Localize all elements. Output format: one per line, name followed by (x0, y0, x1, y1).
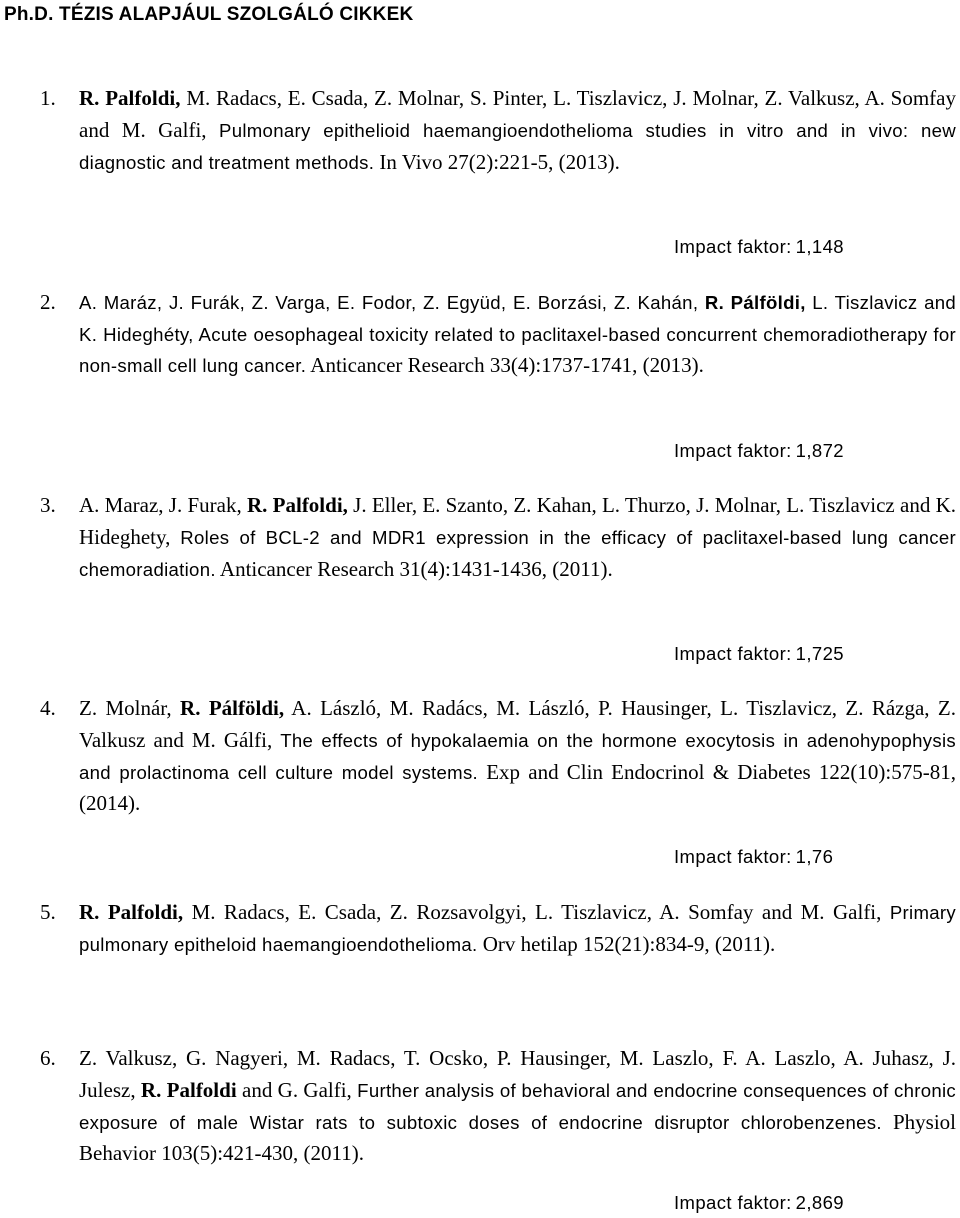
reference-item (40, 693, 956, 820)
highlighted-author: R. Palfoldi (140, 1077, 237, 1102)
authors: M. Radacs, E. Csada, Z. Rozsavolgyi, L. Tiszlavicz, A. Somfay and M. Galfi, (183, 900, 890, 924)
impact-value: 2,869 (795, 1192, 844, 1213)
reference-item (40, 897, 956, 961)
impact-value: 1,148 (795, 236, 844, 257)
authors: and G. Galfi, (236, 1077, 358, 1102)
authors: Z. Molnár, (79, 696, 181, 720)
authors: Z. Valkusz, G. Nagyeri, M. Radacs, T. Ocsko, P. Hausinger, M. Laszlo, F. A. Laszlo, A. Juhasz, J. Julesz, (79, 1046, 956, 1102)
journal: Exp and Clin Endocrinol & Diabetes 122(10):575-81, (2014). (79, 759, 956, 816)
reference-text (79, 693, 956, 820)
impact-label: Impact faktor: (674, 1192, 792, 1213)
impact-factor (674, 236, 844, 258)
authors: M. Radacs, E. Csada, Z. Molnar, S. Pinter, L. Tiszlavicz, J. Molnar, Z. Valkusz, A. Somfay and M. Galfi, (79, 86, 956, 142)
reference-number: 3. (40, 493, 56, 517)
article-title: Roles of BCL-2 and MDR1 expression in the efficacy of paclitaxel-based lung cancer chemoradiation. (79, 526, 956, 580)
reference-item (40, 1043, 956, 1170)
impact-factor (674, 440, 844, 462)
authors: A. Maráz, J. Furák, Z. Varga, E. Fodor, Z. Együd, E. Borzási, Z. Kahán, (79, 292, 705, 313)
highlighted-author: R. Pálföldi, (704, 292, 806, 313)
reference-item (40, 83, 956, 178)
journal: Physiol Behavior 103(5):421-430, (2011). (79, 1109, 956, 1166)
impact-value: 1,76 (795, 846, 834, 867)
authors: J. Eller, E. Szanto, Z. Kahan, L. Thurzo, J. Molnar, L. Tiszlavicz and K. Hideghety, (79, 493, 956, 549)
reference-text (79, 490, 956, 585)
reference-number: 5. (40, 900, 56, 924)
impact-label: Impact faktor: (674, 643, 792, 664)
article-title: Primary pulmonary epitheloid haemangioendothelioma. (79, 902, 956, 955)
authors: A. László, M. Radács, M. László, P. Hausinger, L. Tiszlavicz, Z. Rázga, Z. Valkusz and M. Gálfi, (79, 696, 957, 752)
reference-text (79, 287, 956, 382)
impact-label: Impact faktor: (674, 440, 792, 461)
reference-text (79, 897, 956, 961)
impact-factor (674, 1192, 844, 1214)
reference-number: 4. (40, 696, 56, 720)
journal: Anticancer Research 33(4):1737-1741, (2013). (306, 353, 704, 377)
article-title: Acute oesophageal toxicity related to paclitaxel-based concurrent chemoradiotherapy for non-small cell lung cancer. (79, 323, 956, 376)
journal: Anticancer Research 31(4):1431-1436, (2011). (215, 556, 613, 581)
reference-text (79, 83, 956, 178)
reference-text (79, 1043, 956, 1170)
article-title: Pulmonary epithelioid haemangioendothelioma studies in vitro and in vivo: new diagnostic and treatment methods. (79, 119, 956, 173)
highlighted-author: R. Palfoldi, (79, 900, 184, 924)
reference-item (40, 490, 956, 585)
impact-value: 1,725 (795, 643, 844, 664)
journal: In Vivo 27(2):221-5, (2013). (374, 149, 620, 174)
impact-label: Impact faktor: (674, 846, 792, 867)
impact-label: Impact faktor: (674, 236, 792, 257)
reference-item (40, 287, 956, 382)
reference-number: 1. (40, 86, 56, 110)
impact-factor (674, 643, 844, 665)
impact-factor (674, 846, 833, 868)
highlighted-author: R. Pálföldi, (180, 696, 285, 720)
reference-number: 6. (40, 1046, 56, 1070)
authors: L. Tiszlavicz and K. Hideghéty, (79, 292, 956, 345)
article-title: The effects of hypokalaemia on the hormone exocytosis in adenohypophysis and prolactinoma cell culture model systems. (79, 729, 956, 783)
authors: A. Maraz, J. Furak, (79, 493, 247, 517)
page-heading: Ph.D. TÉZIS ALAPJÁUL SZOLGÁLÓ CIKKEK (4, 4, 414, 25)
article-title: Further analysis of behavioral and endocrine consequences of chronic exposure of male Wistar rats to subtoxic doses of endocrine disruptor chlorobenzenes. (79, 1079, 957, 1133)
impact-value: 1,872 (795, 440, 844, 461)
journal: Orv hetilap 152(21):834-9, (2011). (477, 931, 776, 956)
reference-number: 2. (40, 290, 56, 314)
highlighted-author: R. Palfoldi, (246, 493, 348, 517)
highlighted-author: R. Palfoldi, (79, 86, 181, 110)
